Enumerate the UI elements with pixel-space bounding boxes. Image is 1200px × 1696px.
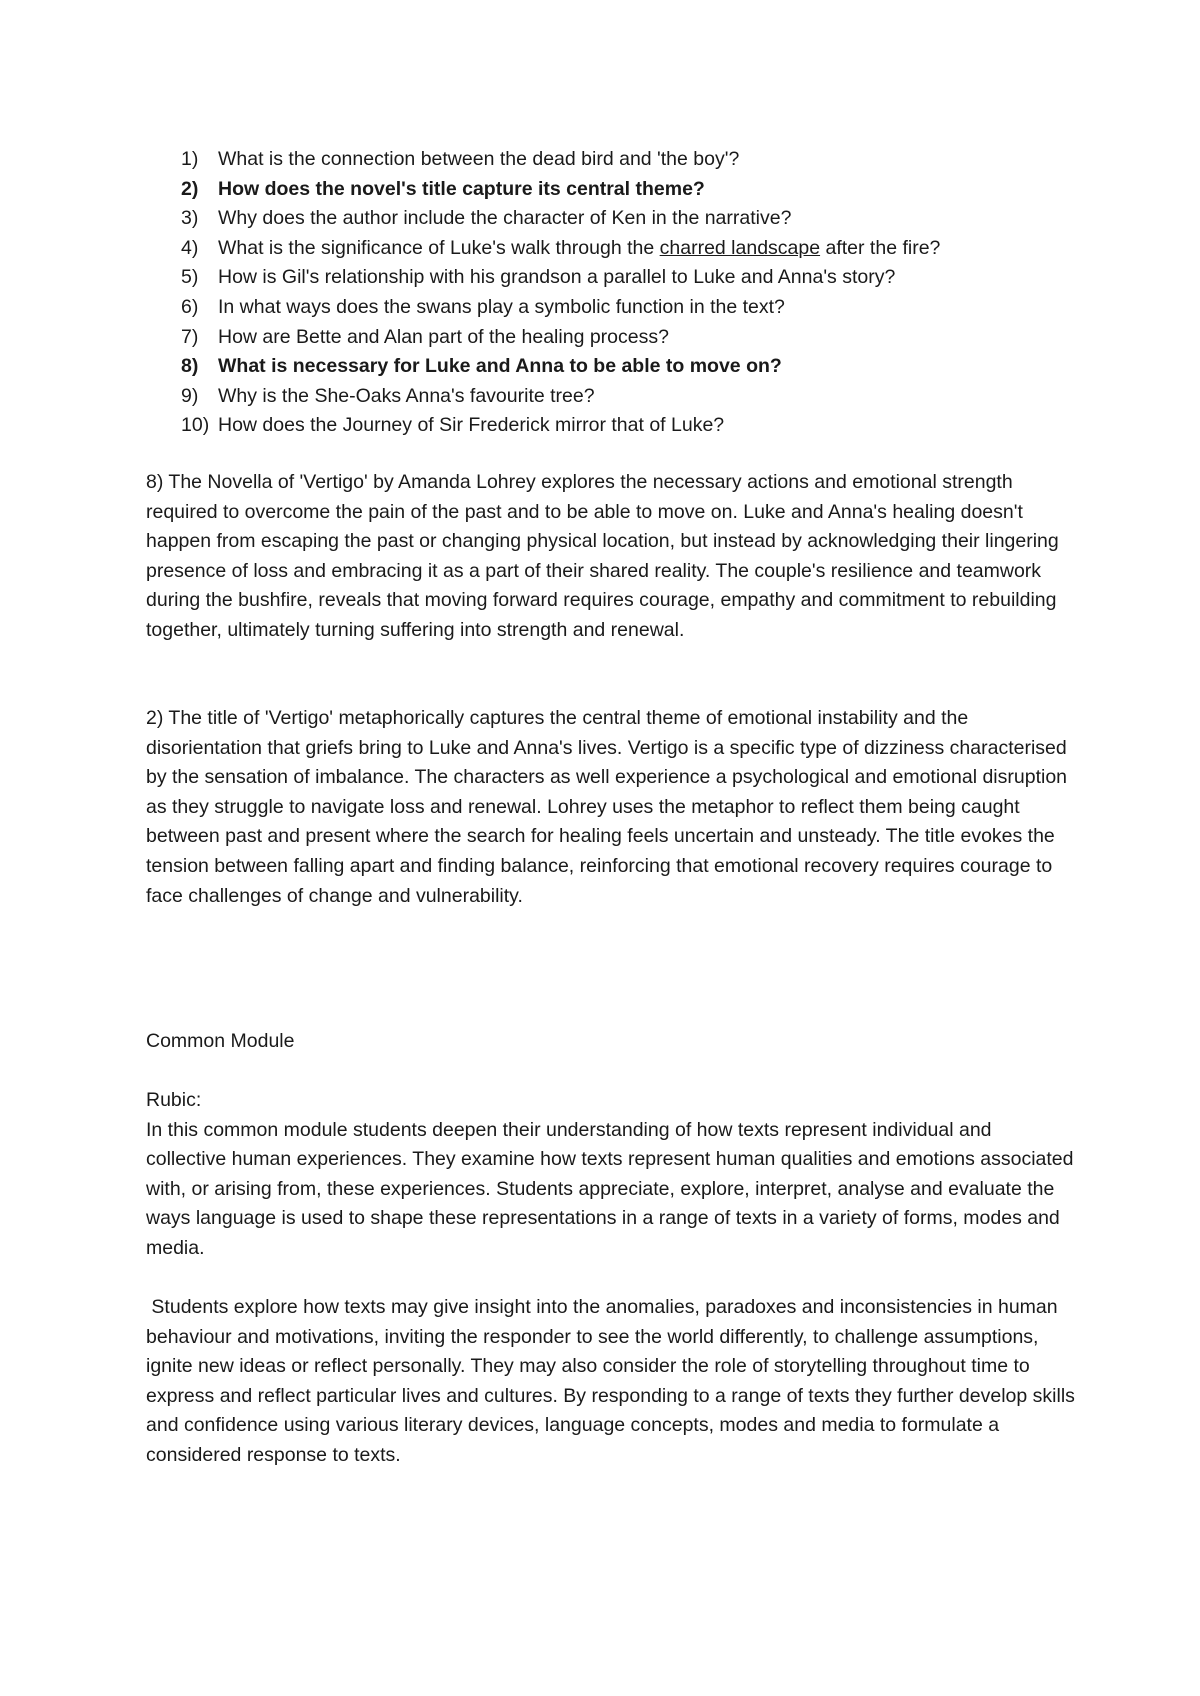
common-module-heading-block	[146, 1027, 1076, 1057]
rubic-paragraph-2: Students explore how texts may give insight into the anomalies, paradoxes and inconsistencies in human behaviour and motivations, inviting the responder to see the world differently, to challenge assumptions, ignite new ideas or reflect personally. They may also consider the role of storytelling throughout time to express and reflect particular lives and cultures. By responding to a range of texts they further develop skills and confidence using various literary devices, language concepts, modes and media to formulate a considered response to texts.	[146, 1296, 1081, 1466]
answer-2-paragraph	[146, 704, 1076, 911]
answer-8-text: 8) The Novella of 'Vertigo' by Amanda Lohrey explores the necessary actions and emotional strength required to overcome the pain of the past and to be able to move on. Luke and Anna's healing doesn't happen from escaping the past or changing physical location, but instead by acknowledging their lingering presence of loss and embracing it as a part of their shared reality. The couple's resilience and teamwork during the bushfire, reveals that moving forward requires courage, empathy and commitment to rebuilding together, ultimately turning suffering into strength and renewal.	[146, 471, 1059, 641]
question-text: How are Bette and Alan part of the healing process?	[218, 325, 669, 348]
question-text-pre: What is the significance of Luke's walk through the	[218, 236, 660, 259]
rubic-section	[146, 1086, 1076, 1264]
question-text: What is necessary for Luke and Anna to be able to move on?	[218, 355, 782, 378]
question-text: Why does the author include the character of Ken in the narrative?	[218, 207, 792, 230]
question-text: How does the Journey of Sir Frederick mirror that of Luke?	[218, 414, 725, 437]
question-text: In what ways does the swans play a symbolic function in the text?	[218, 295, 785, 318]
rubic-paragraph-1: In this common module students deepen their understanding of how texts represent individual and collective human experiences. They examine how texts represent human qualities and emotions associated with, or arising from, these experiences. Students appreciate, explore, interpret, analyse and evaluate the ways language is used to shape these representations in a range of texts in a variety of forms, modes and media.	[146, 1118, 1074, 1259]
question-number: 7)	[181, 325, 199, 348]
question-text: How does the novel's title capture its central theme?	[218, 177, 705, 200]
question-item	[181, 352, 1081, 382]
rubic-label: Rubic:	[146, 1089, 202, 1111]
question-item	[181, 323, 1081, 353]
question-number: 2)	[181, 177, 199, 200]
rubic-paragraph-2-block	[146, 1293, 1081, 1471]
question-number: 10)	[181, 414, 210, 437]
question-item	[181, 263, 1081, 293]
question-text: What is the connection between the dead bird and 'the boy'?	[218, 148, 740, 170]
question-number: 9)	[181, 384, 199, 407]
question-text: Why is the She-Oaks Anna's favourite tree?	[218, 384, 595, 407]
question-item	[181, 293, 1081, 323]
question-number: 6)	[181, 295, 199, 318]
question-number: 3)	[181, 207, 199, 230]
question-item	[181, 204, 1081, 234]
question-item	[181, 234, 1081, 264]
question-number: 8)	[181, 355, 199, 378]
question-text-post: after the fire?	[820, 236, 941, 259]
question-item	[181, 175, 1081, 205]
answer-2-text: 2) The title of 'Vertigo' metaphorically captures the central theme of emotional instability and the disorientation that griefs bring to Luke and Anna's lives. Vertigo is a specific type of dizziness characterised by the sensation of imbalance. The characters as well experience a psychological and emotional disruption as they struggle to navigate loss and renewal. Lohrey uses the metaphor to reflect them being caught between past and present where the search for healing feels uncertain and unsteady. The title evokes the tension between falling apart and finding balance, reinforcing that emotional recovery requires courage to face challenges of change and vulnerability.	[146, 707, 1068, 907]
question-text: How is Gil's relationship with his grandson a parallel to Luke and Anna's story?	[218, 266, 896, 289]
question-list	[181, 145, 1081, 441]
question-item	[181, 145, 1081, 175]
question-item	[181, 411, 1081, 441]
question-number: 5)	[181, 266, 199, 289]
question-text	[218, 234, 940, 264]
question-number: 1)	[181, 148, 199, 170]
underlined-phrase: charred landscape	[659, 236, 821, 259]
question-number: 4)	[181, 236, 199, 259]
answer-8-paragraph	[146, 468, 1076, 646]
question-item	[181, 382, 1081, 412]
common-module-heading: Common Module	[146, 1030, 295, 1052]
